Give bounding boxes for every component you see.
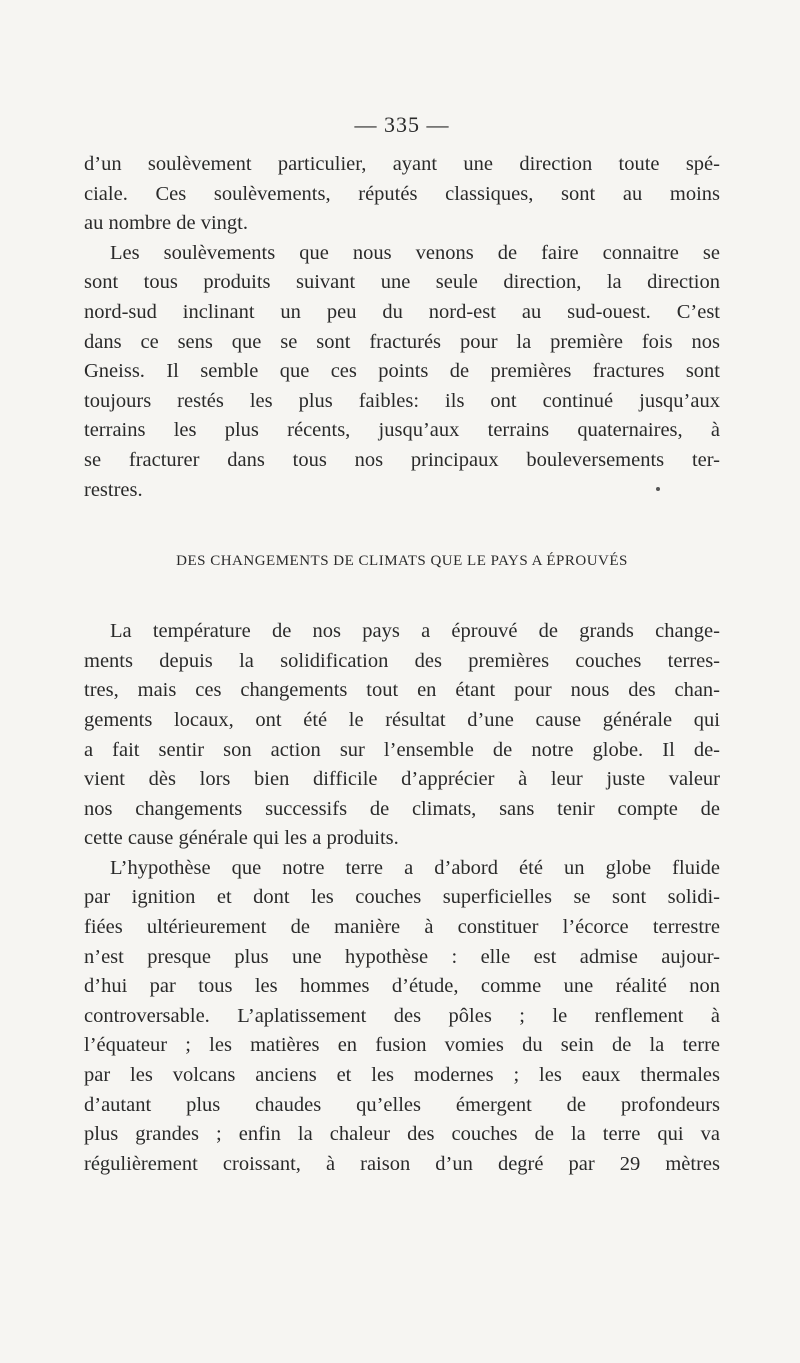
- text-line: par ignition et dont les couches superficielles se sont solidi-: [84, 886, 720, 909]
- text-line: d’autant plus chaudes qu’elles émergent de profondeurs: [84, 1093, 720, 1116]
- text-line: ciale. Ces soulèvements, réputés classiques, sont au moins: [84, 182, 720, 205]
- page-number: — 335 —: [354, 112, 450, 137]
- text-line: dans ce sens que se sont fracturés pour la première fois nos: [84, 330, 720, 353]
- text-line: l’équateur ; les matières en fusion vomies du sein de la terre: [84, 1034, 720, 1057]
- text-line: n’est presque plus une hypothèse : elle est admise aujour-: [84, 945, 720, 968]
- text-line: fiées ultérieurement de manière à constituer l’écorce terrestre: [84, 916, 720, 939]
- section-title: DES CHANGEMENTS DE CLIMATS QUE LE PAYS A ÉPROUVÉS: [176, 553, 628, 570]
- paragraph-4: [84, 854, 720, 1180]
- ink-speck: [656, 487, 660, 491]
- paragraph-3: [84, 617, 720, 854]
- text-line: se fracturer dans tous nos principaux bouleversements ter-: [84, 448, 720, 471]
- text-line: vient dès lors bien difficile d’apprécier à leur juste valeur: [84, 768, 720, 791]
- book-page: [84, 110, 720, 1179]
- text-line: tres, mais ces changements tout en étant pour nous des chan-: [84, 679, 720, 702]
- text-line: Gneiss. Il semble que ces points de premières fractures sont: [84, 360, 720, 383]
- text-line: terrains les plus récents, jusqu’aux terrains quaternaires, à: [84, 419, 720, 442]
- text-line: d’hui par tous les hommes d’étude, comme une réalité non: [84, 975, 720, 998]
- text-line: Les soulèvements que nous venons de faire connaitre se: [110, 241, 720, 264]
- text-line: toujours restés les plus faibles: ils ont continué jusqu’aux: [84, 389, 720, 412]
- text-line: ments depuis la solidification des premières couches terres-: [84, 649, 720, 672]
- text-line: restres.: [84, 478, 143, 501]
- text-line: au nombre de vingt.: [84, 212, 248, 235]
- text-line: nord-sud inclinant un peu du nord-est au sud-ouest. C’est: [84, 300, 720, 323]
- text-line: L’hypothèse que notre terre a d’abord été un globe fluide: [110, 856, 720, 879]
- paragraph-2: [84, 239, 720, 505]
- text-line: régulièrement croissant, à raison d’un degré par 29 mètres: [84, 1152, 720, 1175]
- text-line: par les volcans anciens et les modernes ; les eaux thermales: [84, 1064, 720, 1087]
- text-line: plus grandes ; enfin la chaleur des couches de la terre qui va: [84, 1123, 720, 1146]
- text-line: gements locaux, ont été le résultat d’une cause générale qui: [84, 708, 720, 731]
- text-line: sont tous produits suivant une seule direction, la direction: [84, 271, 720, 294]
- text-line: controversable. L’aplatissement des pôles ; le renflement à: [84, 1004, 720, 1027]
- text-line: nos changements successifs de climats, sans tenir compte de: [84, 797, 720, 820]
- text-line: La température de nos pays a éprouvé de grands change-: [110, 620, 720, 643]
- text-line: d’un soulèvement particulier, ayant une direction toute spé-: [84, 153, 720, 175]
- text-line: cette cause générale qui les a produits.: [84, 827, 399, 850]
- text-line: a fait sentir son action sur l’ensemble de notre globe. Il de-: [84, 738, 720, 761]
- paragraph-1: [84, 150, 720, 239]
